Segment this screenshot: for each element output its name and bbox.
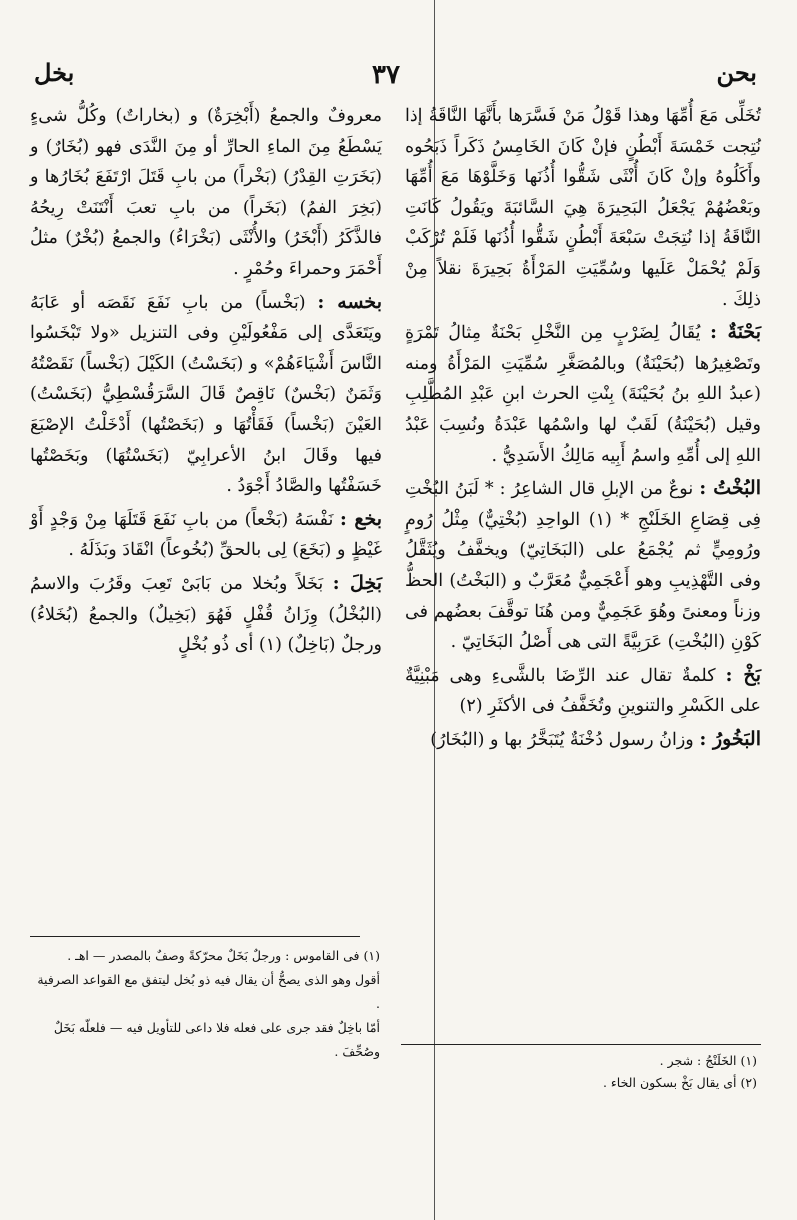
entry	[405, 724, 761, 756]
right-column	[405, 100, 761, 757]
entry-headword: بخع :	[339, 507, 382, 530]
footnote: (٢) أى يقال بَخْ بسكون الخاء .	[602, 1075, 757, 1090]
entry-text: تُخَلِّى مَعَ أُمِّهَا وهذا قَوْلُ مَنْ فَسَّرَها بأَنَّهَا النَّاقَةُ إذا نُتِجت خَمْسَةَ أَبْطُنٍ فإنْ كَانَ الخَامِسُ ذَكَراً ذَبَحُوه وأَكَلُوهُ وإنْ كَانَ أُنْثَى شَقُّوا أُذُنَها وَخَلَّوْهَا مَعَ أُمِّهَا وبَعْضُهُمْ يَجْعَلُ البَحِيرَةَ هِيَ السَّائبَةَ ويَقُولُ كَانَتِ النَّاقَةُ إذا نُتِجَتْ سَبْعَةَ أَبْطُنٍ شَقُّوا أُذُنَها فَلَمْ تُرْكَبْ وَلَمْ يُحْمَلْ عَلَيها وسُمِّيَتِ المَرْأَةُ بَحِيرَةَ نقلاً مِنْ ذلِكَ .	[405, 106, 761, 310]
left-running-head: بخل	[34, 58, 75, 87]
entry	[405, 100, 761, 315]
entry-text: يُقَالُ لِضَرْبٍ مِن النَّخْلِ بَحْنَةٌ مِثالُ تَمْرَةٍ وتَصْغِيرُها (بُحَيْنَةٌ) وبالمُصَغَّرِ سُمِّيَتِ المَرْأَةُ ومنه (عبدُ اللهِ بنُ بُحَيْنَةَ) بِنْتِ الحرث ابنِ عَبْدِ المُطَّلِبِ وقيل (بُحَيْنَةُ) لَقَبٌ لها واسْمُها عَبْدَةُ ونُسِبَ عَبْدُ اللهِ إلى أُمِّهِ واسمُ أَبِيه مَالِكُ الأَسَدِيُّ .	[405, 323, 761, 466]
entry-text: كلمةٌ تقال عند الرِّضَا بالشَّىءِ وهى مَبْنِيَّةٌ على الكَسْرِ والتنوينِ وتُخَفَّفُ فى الأكثَرِ (٢)	[405, 665, 761, 717]
entry-text: معروفٌ والجمعُ (أَبْخِرَةٌ) و (بخاراتٌ) وكُلُّ شىءٍ يَسْطَعُ مِنَ الماءِ الحارِّ أو مِنَ النَّدَى فهو (بُخَارٌ) و (بَخَرَتِ القِدْرُ) (بَخْراً) من بابِ قَتَلَ ارْتَفَعَ بُخَارُها و (بَخِرَ الفمُ) (بَخَراً) من بابِ تعبَ أَنْتَنَتْ رِيحُهُ فالذَّكَرُ (أَبْخَرُ) والأُنْثَى (بَخْرَاءُ) والجمعُ (بُخْرٌ) مثلُ أَحْمَرَ وحمراءَ وحُمْرٍ .	[30, 106, 382, 279]
entry-text: بَخَلاً وبُخلا من بَابَىْ تَعِبَ وقَرُبَ والاسمُ (البُخْلُ) وِزَانُ قُفْلٍ فَهُوَ (بَخِيلٌ) والجمعُ (بُخَلاءُ) ورجلٌ (بَاخِلٌ) (١) أى ذُو بُخْلٍ	[30, 573, 382, 656]
entry-headword: بَخْ :	[725, 663, 761, 686]
entry-headword: البَخُورُ :	[699, 727, 761, 750]
footnote: أمّا باخِلٌ فقد جرى على فعله فلا داعى للتأويل فيه — فلعلّه بَخَلٌ وصُحِّفَ .	[53, 1020, 380, 1059]
entry	[30, 287, 382, 502]
entry-headword: بَخِلَ :	[332, 571, 382, 594]
entry	[30, 568, 382, 661]
right-running-head: بحن	[716, 58, 757, 87]
footnote: (١) الخَلَنْجُ : شجر .	[659, 1053, 757, 1068]
entry	[405, 473, 761, 658]
footnote-rule-right	[401, 1044, 761, 1045]
entry	[30, 100, 382, 285]
entry-text: وزانُ رسول دُخْنَةٌ يُتَبَخَّرُ بها و (البُخَارُ)	[430, 729, 694, 750]
footnote: أقول وهو الذى يصحُّ أن يقال فيه ذو بُخل ليتفق مع القواعد الصرفية .	[37, 972, 380, 1011]
entry	[405, 317, 761, 471]
footnotes-left	[30, 944, 380, 1064]
page-number: ٣٧	[372, 60, 400, 90]
entry	[405, 660, 761, 722]
page-header	[0, 58, 797, 98]
entry-headword: بخسه :	[317, 290, 382, 313]
entry	[30, 504, 382, 566]
footnotes-right	[407, 1050, 757, 1094]
footnote: (١) فى القاموس : ورجلٌ بَخَلٌ محرّكةً وصفٌ بالمصدر — اهـ .	[67, 948, 380, 963]
entry-headword: البُخْتُ :	[699, 477, 761, 500]
entry-text: (بَخْساً) من بابِ نَفَعَ نَقَصَه أو عَابَهُ ويَتَعَدَّى إلى مَفْعُولَيْنِ وفى التنزيل «ولا تَبْخَسُوا النَّاسَ أَشْيَاءَهُمْ» و (بَخَسْتُ) الكَيْلَ (بَخْساً) نَقَصْتُهُ وَثَمَنٌ (بَخْسٌ) نَاقِصٌ قَالَ السَّرَقُسْطِيُّ (بَخَسْتُ) العَيْنَ (بَخْساً) فَقَأْتُهَا و (بَخَصْتُها) أَدْخَلْتُ الإصْبَعَ فيها وقَالَ ابنُ الأعرابِيّ (بَخَسْتُهَا) وبَخَصْتُها خَسَفْتُها والصَّادُ أَجْوَدُ .	[30, 292, 382, 497]
entry-text: نوعٌ من الإبلِ قال الشاعِرُ : * لَبَنُ البُخْتِ فِى قِصَاعِ الخَلَنْجِ * (١) الواحِدِ (بُخْتِيٌّ) مِثْلُ رُومٍ ورُومِيٍّ ثم يُجْمَعُ على (البَخَاتِيّ) ويخفَّفُ ويُثَقَّلُ وفى التَّهْذِيبِ وهو أَعْجَمِيٌّ مُعَرَّبٌ و (البَخْتُ) الحظُّ وزناً ومعنىً وهُوَ عَجَمِيٌّ ومن هُنَا توقَّفَ بعضُهم فى كَوْنِ (البُخْتِ) عَرَبِيَّةً التى هى أَصْلُ البَخَاتِيّ .	[405, 479, 761, 653]
left-column	[30, 100, 382, 663]
entry-headword: بَحْنَةٌ :	[709, 321, 761, 344]
entry-text: نَفْسَهُ (بَخْعاً) من بابِ نَفَعَ قَتَلَهَا مِنْ وَجْدٍ أَوْ غَيْظٍ و (بَخَعَ) لِى بالحقِّ (بُخُوعاً) انْقَادَ وبَذَلَهُ .	[30, 509, 382, 561]
footnote-rule-left	[30, 936, 360, 937]
